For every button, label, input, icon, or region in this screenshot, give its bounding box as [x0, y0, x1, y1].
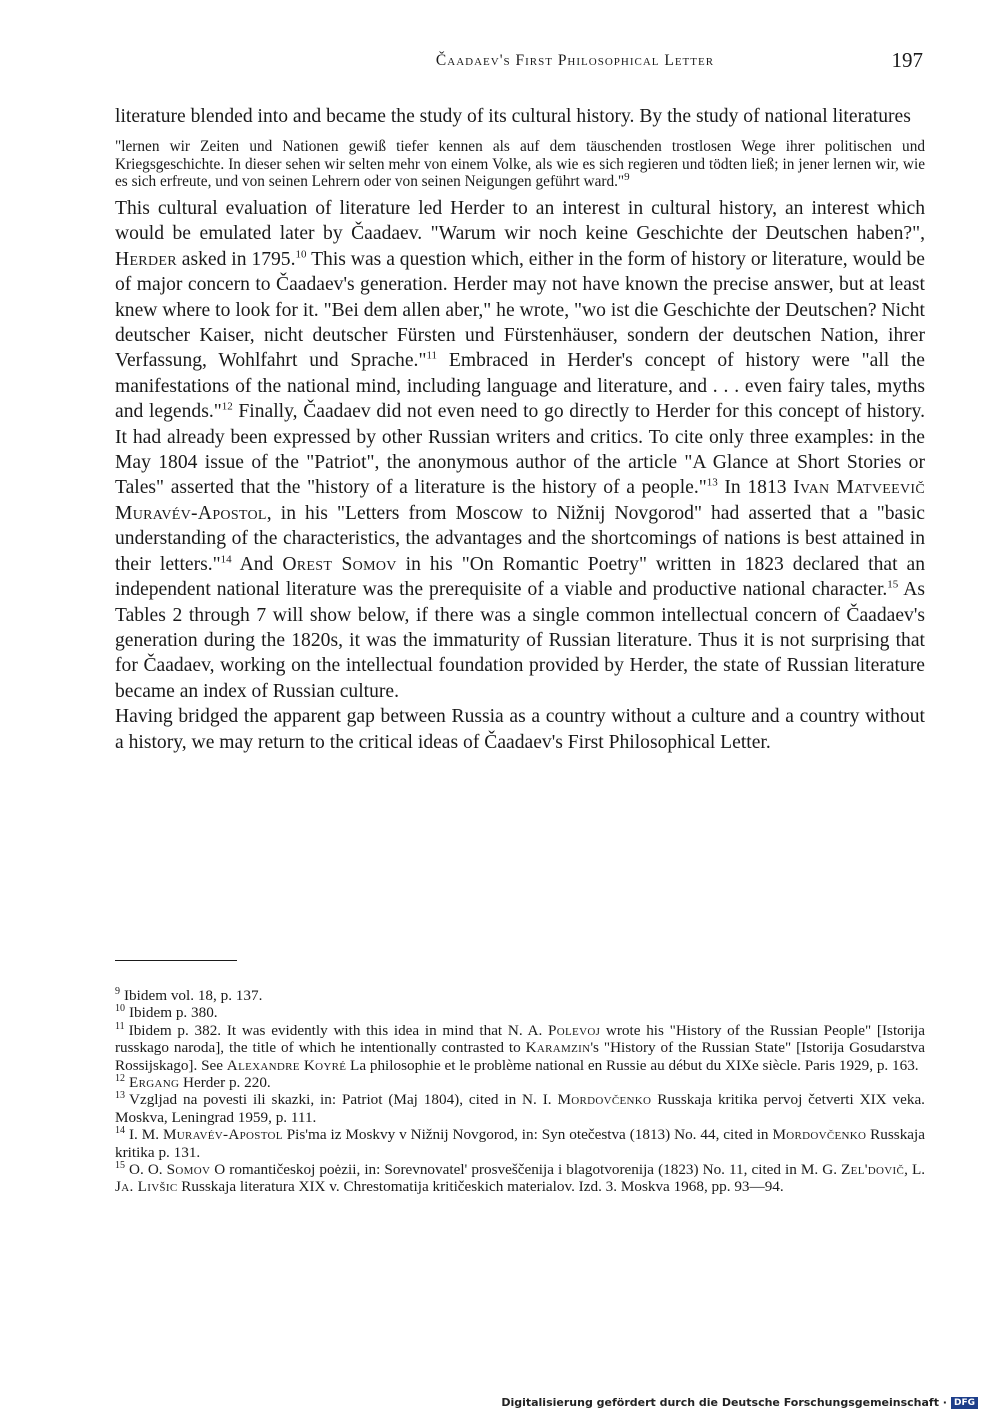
text-run: Russkaja literatura XIX v. Chrestomatija kritičeskich materialov. Izd. 3. Moskva 1968, pp. 93—94.: [177, 1178, 784, 1196]
footnote-13: [115, 1091, 925, 1126]
footnote-15: [115, 1161, 925, 1196]
text-run: In 1813: [717, 477, 794, 499]
page-number: 197: [891, 48, 923, 72]
paragraph-1: [115, 104, 925, 129]
quote-text: "lernen wir Zeiten und Nationen gewiß tiefer kennen als auf dem täuschenden trostlosen Wege ihrer politischen und Kriegsgeschichte. In dieser sehen wir selten mehr von einem Volke, als wie es sich regieren und tödten ließ; in jener lernen wir, wie es sich erfreute, und von seinen Lehrern oder von seinen Neigungen geführt ward.": [115, 138, 925, 190]
footnote-ref: 14: [220, 553, 232, 566]
footnote-number: 14: [115, 1125, 125, 1137]
footnote-ref: 15: [887, 578, 899, 591]
footnote-14: [115, 1126, 925, 1161]
footnote-9: [115, 987, 925, 1004]
author-name: Ivan Matveevič Muravév-Apostol: [115, 477, 925, 524]
text-run: This was a question which, either in the form of history or literature, would be of major concern to Čaadaev's generation. Herder may not have known the precise answer, but at least knew where to look for it. "Bei dem allen aber," he wrote, "wo ist die Geschichte der Deutschen? Nicht deutscher Kaiser, nicht deutscher Fürsten und Fürstenhäuser, sondern der deutschen Nation, ihrer Verfassung, Wohlfahrt und Sprache.": [115, 248, 925, 372]
author-name: Muravév-Apostol: [163, 1126, 283, 1144]
author-name: Orest Somov: [282, 553, 397, 575]
text-run: And: [231, 553, 283, 575]
text-run: O romantičeskoj poėzii, in: Sorevnovatel' prosveščenija i blagotvorenija (1823) No. 11, cited in M. G.: [210, 1161, 842, 1179]
paragraph-1-text: literature blended into and became the study of its cultural history. By the study of national literatures: [115, 106, 911, 127]
text-run: 's "History of the Russian State" [Istorija Gosudarstva Rossijskago]. See: [115, 1039, 926, 1074]
main-text: [115, 104, 925, 755]
author-name: Somov: [166, 1161, 211, 1179]
footnote-text: Ibidem vol. 18, p. 137.: [124, 987, 263, 1004]
author-name: Mordovčenko: [772, 1126, 867, 1144]
footnote-ref: 9: [624, 170, 630, 183]
author-name: Herder: [115, 248, 177, 270]
text-run: As Tables 2 through 7 will show below, if there was a single common intellectual concern of Čaadaev's generation during the 1820s, it was the immaturity of Russian literature. Thus it is not surprising that for Čaadaev, working on the intellectual foundation provided by Herder, the state of Russian literature became an index of Russian culture.: [115, 579, 926, 702]
footnotes: [115, 987, 925, 1196]
text-run: I. M.: [129, 1126, 163, 1144]
text-run: Ibidem p. 382. It was evidently with this idea in mind that N. A.: [128, 1021, 549, 1039]
text-run: Herder p. 220.: [179, 1074, 271, 1092]
footnote-number: 12: [115, 1072, 125, 1084]
digitization-credit: [501, 1396, 978, 1409]
footnote-10: [115, 1004, 925, 1021]
author-name: Polevoj: [548, 1021, 601, 1039]
text-run: Pis'ma iz Moskvy v Nižnij Novgorod, in: Syn otečestva (1813) No. 44, cited in: [282, 1126, 773, 1144]
text-run: This cultural evaluation of literature led Herder to an interest in cultural history, an interest which would be emulated later by Čaadaev. "Warum wir noch keine Geschichte der Deutschen haben?",: [115, 198, 925, 245]
text-run: , in his "Letters from Moscow to Nižnij Novgorod" had asserted that a "basic understanding of the characteristics, the advantages and the shortcomings of nations is best attained in their letters.": [115, 502, 925, 575]
footnote-number: 15: [115, 1160, 125, 1171]
text-run: asked in 1795.: [176, 248, 296, 270]
block-quote: [115, 138, 925, 190]
footnote-number: 11: [115, 1020, 125, 1032]
text-run: La philosophie et le problème national en Russie au début du XIXe siècle. Paris 1929, p. 163.: [346, 1056, 919, 1074]
running-title: Čaadaev's First Philosophical Letter: [435, 52, 715, 69]
paragraph-3-text: Having bridged the apparent gap between Russia as a country without a culture and a country without a history, we may return to the critical ideas of Čaadaev's First Philosophical Letter.: [115, 706, 925, 753]
text-run: Embraced in Herder's concept of history were "all the manifestations of the national mind, including language and literature, and . . . even fairy tales, myths and legends.": [115, 350, 925, 423]
footnote-separator: [115, 960, 237, 961]
text-run: O. O.: [129, 1161, 167, 1179]
text-run: in his "On Romantic Poetry" written in 1823 declared that an independent national literature was the prerequisite of a viable and productive national character.: [115, 553, 925, 601]
footnote-12: [115, 1074, 925, 1091]
paragraph-2: [115, 196, 925, 704]
footnote-ref: 13: [706, 476, 718, 489]
page-header: [115, 50, 925, 80]
footnote-ref: 10: [295, 248, 307, 261]
text-run: wrote his "History of the Russian People" [Istorija russkago naroda], the title of which he intentionally contrasted to: [115, 1021, 926, 1057]
author-name: Ergang: [129, 1074, 180, 1092]
dfg-logo-icon: DFG: [951, 1397, 978, 1409]
credit-text: Digitalisierung gefördert durch die Deutsche Forschungsgemeinschaft ·: [501, 1396, 947, 1409]
footnote-11: [115, 1022, 925, 1074]
paragraph-3: [115, 704, 925, 755]
footnote-number: 9: [115, 985, 120, 997]
footnote-number: 10: [115, 1003, 125, 1015]
text-run: Vzgljad na povesti ili skazki, in: Patriot (Maj 1804), cited in N. I.: [129, 1091, 558, 1109]
text-run: Finally, Čaadaev did not even need to go directly to Herder for this concept of history. It had already been expressed by other Russian writers and critics. To cite only three examples: in the May 1804 issue of the "Patriot", the anonymous author of the article "A Glance at Short Stories or Tales" asserted that the "history of a literature is the history of a people.": [115, 401, 925, 499]
author-name: Mordovčenko: [557, 1091, 652, 1109]
author-name: Zel'dovič: [841, 1161, 905, 1179]
author-name: Ja. Livšic: [115, 1178, 178, 1196]
text-run: , L.: [904, 1161, 926, 1179]
author-name: Karamzin: [525, 1039, 591, 1057]
author-name: Alexandre Koyré: [226, 1056, 347, 1074]
text-run: Russkaja kritika p. 131.: [115, 1126, 926, 1161]
footnote-ref: 12: [221, 400, 233, 413]
text-run: Russkaja kritika pervoj četverti XIX veka. Moskva, Leningrad 1959, p. 111.: [115, 1091, 925, 1126]
footnote-text: Ibidem p. 380.: [129, 1004, 218, 1022]
footnote-ref: 11: [426, 349, 438, 362]
footnote-number: 13: [115, 1090, 125, 1102]
